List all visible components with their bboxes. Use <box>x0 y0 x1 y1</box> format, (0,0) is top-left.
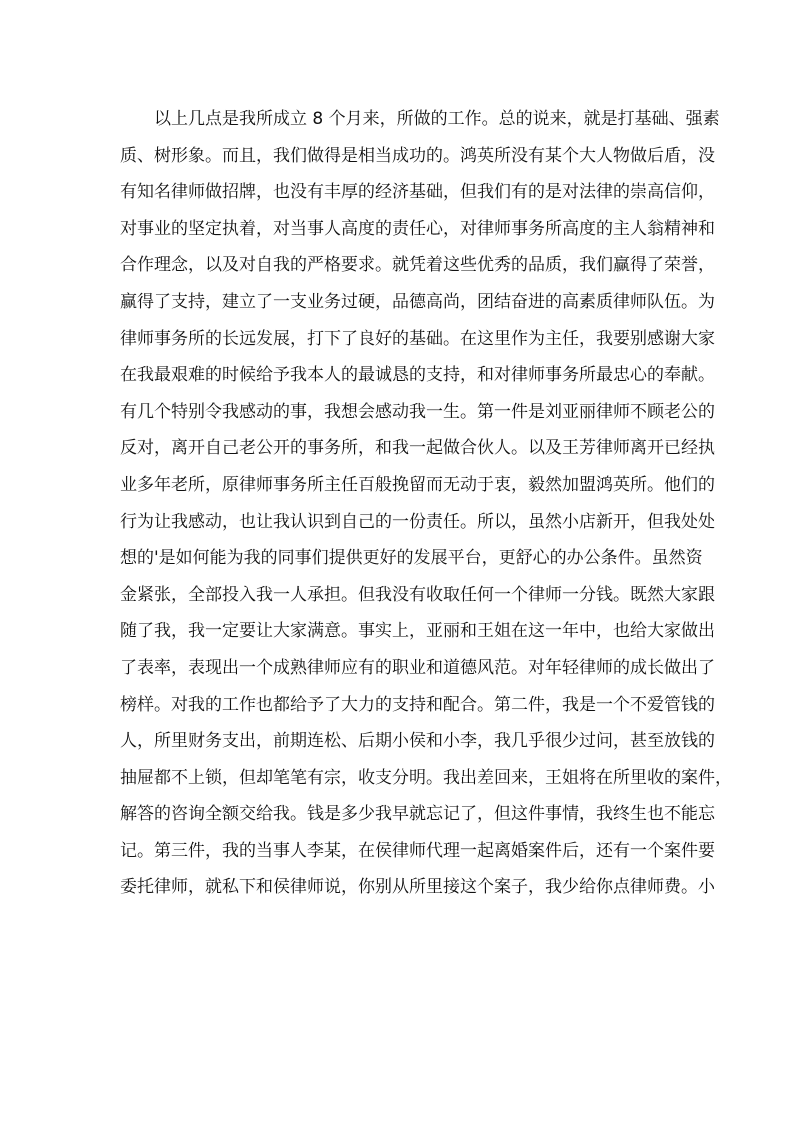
text-line: 行为让我感动，也让我认识到自己的一份责任。所以，虽然小店新开，但我处处 <box>120 511 715 532</box>
text-line: 在我最艰难的时候给予我本人的最诚恳的支持，和对律师事务所最忠心的奉献。 <box>120 365 715 386</box>
text-line: 业多年老所，原律师事务所主任百般挽留而无动于衷，毅然加盟鸿英所。他们的 <box>120 474 715 495</box>
text-line: 抽屉都不上锁，但却笔笔有宗，收支分明。我出差回来，王姐将在所里收的案件， <box>120 767 732 788</box>
text-line: 人，所里财务支出，前期连松、后期小侯和小李，我几乎很少过问，甚至放钱的 <box>120 731 715 752</box>
text-line: 有知名律师做招牌，也没有丰厚的经济基础，但我们有的是对法律的崇高信仰， <box>120 182 715 203</box>
text-line: 律师事务所的长远发展，打下了良好的基础。在这里作为主任，我要别感谢大家 <box>120 328 715 349</box>
text-line: 质、树形象。而且，我们做得是相当成功的。鸿英所没有某个大人物做后盾，没 <box>120 145 715 166</box>
text-line: 随了我，我一定要让大家满意。事实上，亚丽和王姐在这一年中，也给大家做出 <box>120 621 715 642</box>
text-line: 合作理念，以及对自我的严格要求。就凭着这些优秀的品质，我们赢得了荣誉， <box>120 255 715 276</box>
text-line: 了表率，表现出一个成熟律师应有的职业和道德风范。对年轻律师的成长做出了 <box>120 657 715 678</box>
text-line: 金紧张，全部投入我一人承担。但我没有收取任何一个律师一分钱。既然大家跟 <box>120 584 715 605</box>
text-line: 以上几点是我所成立 8 个月来，所做的工作。总的说来，就是打基础、强素 <box>154 109 720 129</box>
text-line: 榜样。对我的工作也都给予了大力的支持和配合。第二件，我是一个不爱管钱的 <box>120 694 715 715</box>
text-line: 想的'是如何能为我的同事们提供更好的发展平台，更舒心的办公条件。虽然资 <box>120 548 703 569</box>
text-line: 对事业的坚定执着，对当事人高度的责任心，对律师事务所高度的主人翁精神和 <box>120 218 715 239</box>
text-line: 记。第三件，我的当事人李某，在侯律师代理一起离婚案件后，还有一个案件要 <box>120 840 715 861</box>
text-line: 解答的咨询全额交给我。钱是多少我早就忘记了，但这件事情，我终生也不能忘 <box>120 804 715 825</box>
text-line: 委托律师，就私下和侯律师说，你别从所里接这个案子，我少给你点律师费。小 <box>120 877 715 898</box>
text-line: 反对，离开自己老公开的事务所，和我一起做合伙人。以及王芳律师离开已经执 <box>120 438 715 459</box>
body-paragraph <box>120 101 732 906</box>
text-line: 有几个特别令我感动的事，我想会感动我一生。第一件是刘亚丽律师不顾老公的 <box>120 401 715 422</box>
text-line: 赢得了支持，建立了一支业务过硬，品德高尚，团结奋进的高素质律师队伍。为 <box>120 291 715 312</box>
